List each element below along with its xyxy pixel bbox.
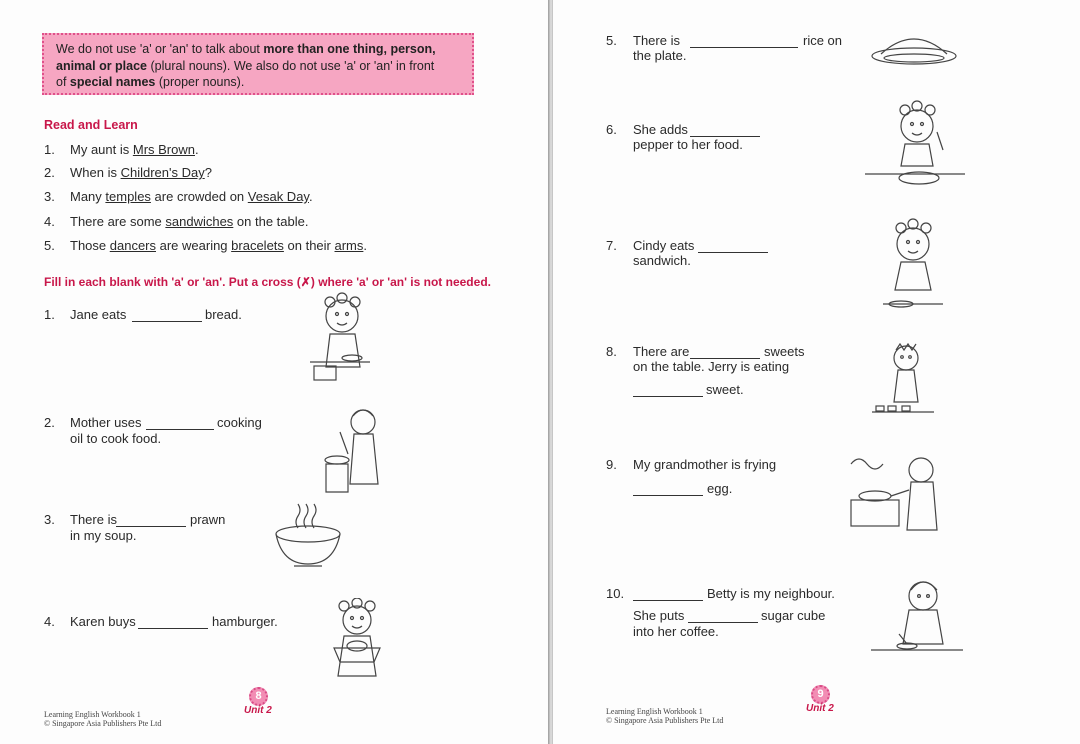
footer-copyright: © Singapore Asia Publishers Pte Ltd bbox=[606, 716, 724, 725]
item-text: My aunt is bbox=[70, 142, 133, 157]
question-text: She puts bbox=[633, 608, 685, 623]
mother-cooking-illustration bbox=[318, 404, 388, 496]
question-text: cooking bbox=[217, 415, 262, 430]
item-number: 5. bbox=[44, 238, 55, 253]
answer-blank[interactable] bbox=[633, 588, 703, 601]
item-text: Those bbox=[70, 238, 110, 253]
instruction-heading: Fill in each blank with 'a' or 'an'. Put a cross (✗) where 'a' or 'an' is not needed. bbox=[44, 275, 491, 289]
girl-eating-sandwich-illustration bbox=[873, 218, 953, 318]
question-number: 10. bbox=[606, 586, 625, 601]
read-and-learn-item bbox=[44, 237, 367, 254]
item-text: . bbox=[194, 142, 199, 157]
item-text: are wearing bbox=[156, 238, 232, 253]
question-1 bbox=[44, 306, 242, 323]
read-and-learn-item bbox=[44, 213, 308, 230]
question-text: sweets bbox=[764, 344, 805, 359]
question-4 bbox=[44, 613, 278, 630]
question-text: oil to cook food. bbox=[70, 431, 162, 446]
question-number: 1. bbox=[44, 307, 55, 322]
girl-with-hamburger-illustration bbox=[322, 598, 392, 684]
question-6 bbox=[606, 121, 743, 152]
answer-blank[interactable] bbox=[690, 35, 798, 48]
item-text: on the table. bbox=[233, 214, 309, 229]
item-text: . bbox=[363, 238, 368, 253]
answer-blank[interactable] bbox=[698, 240, 768, 253]
read-and-learn-heading: Read and Learn bbox=[44, 118, 138, 132]
underlined-noun: arms bbox=[334, 238, 364, 253]
underlined-noun: sandwiches bbox=[165, 214, 234, 229]
item-number: 1. bbox=[44, 142, 55, 157]
question-text: prawn bbox=[190, 512, 226, 527]
item-text: . bbox=[308, 189, 313, 204]
right-page bbox=[553, 0, 1080, 744]
question-text: My grandmother is frying bbox=[633, 457, 777, 472]
girl-eating-bread-illustration bbox=[300, 292, 380, 387]
note-text: (proper nouns). bbox=[155, 75, 245, 89]
question-5 bbox=[606, 32, 843, 63]
note-bold: special names bbox=[69, 75, 156, 89]
question-8 bbox=[606, 343, 805, 397]
question-text: Betty is my neighbour. bbox=[707, 586, 835, 601]
item-number: 4. bbox=[44, 214, 55, 229]
footer-copyright: © Singapore Asia Publishers Pte Ltd bbox=[44, 719, 162, 728]
answer-blank[interactable] bbox=[138, 616, 208, 629]
question-3 bbox=[44, 511, 226, 543]
question-7 bbox=[606, 237, 695, 268]
question-text: pepper to her food. bbox=[633, 137, 743, 152]
underlined-noun: bracelets bbox=[231, 238, 284, 253]
question-text: bread. bbox=[205, 307, 242, 322]
question-number: 5. bbox=[606, 33, 617, 48]
item-number: 3. bbox=[44, 189, 55, 204]
underlined-noun: temples bbox=[105, 189, 151, 204]
question-text: hamburger. bbox=[212, 614, 278, 629]
note-text: (plural nouns). We also do not use 'a' or 'an' in front bbox=[147, 58, 435, 73]
question-text: There is bbox=[70, 512, 117, 527]
question-number: 9. bbox=[606, 457, 617, 472]
question-text: There is bbox=[633, 33, 680, 48]
question-text: Karen buys bbox=[70, 614, 136, 629]
answer-blank[interactable] bbox=[633, 483, 703, 496]
item-text: When is bbox=[70, 165, 121, 180]
question-number: 4. bbox=[44, 614, 55, 629]
note-bold: animal or place bbox=[56, 58, 148, 73]
question-text: Jane eats bbox=[70, 307, 127, 322]
unit-label: Unit 2 bbox=[244, 705, 272, 716]
item-text: Many bbox=[70, 189, 106, 204]
grandmother-frying-egg-illustration bbox=[841, 450, 951, 540]
item-number: 2. bbox=[44, 165, 55, 180]
question-2 bbox=[44, 414, 262, 446]
read-and-learn-item bbox=[44, 164, 212, 181]
question-number: 8. bbox=[606, 344, 617, 359]
answer-blank[interactable] bbox=[132, 309, 202, 322]
question-number: 6. bbox=[606, 122, 617, 137]
underlined-noun: dancers bbox=[109, 238, 156, 253]
girl-adding-pepper-illustration bbox=[865, 100, 965, 192]
page-number-badge: 8 bbox=[249, 687, 268, 706]
question-number: 2. bbox=[44, 415, 55, 430]
question-text: egg. bbox=[707, 481, 733, 496]
footer-book-title: Learning English Workbook 1 bbox=[44, 710, 141, 719]
question-text: There are bbox=[633, 344, 690, 359]
page-number-badge: 9 bbox=[811, 685, 830, 704]
answer-blank[interactable] bbox=[116, 514, 186, 527]
question-number: 7. bbox=[606, 238, 617, 253]
question-text: Mother uses bbox=[70, 415, 142, 430]
question-10 bbox=[606, 585, 835, 639]
question-text: rice on bbox=[803, 33, 843, 48]
unit-label: Unit 2 bbox=[806, 703, 834, 714]
underlined-noun: Children's Day bbox=[120, 165, 205, 180]
note-text: We do not use 'a' or 'an' to talk about bbox=[56, 42, 264, 56]
question-text: sugar cube bbox=[761, 608, 826, 623]
footer-book-title: Learning English Workbook 1 bbox=[606, 707, 703, 716]
underlined-noun: Mrs Brown bbox=[132, 142, 195, 157]
answer-blank[interactable] bbox=[633, 384, 703, 397]
item-text: are crowded on bbox=[150, 189, 248, 204]
question-text: sandwich. bbox=[633, 253, 691, 268]
rice-plate-illustration bbox=[869, 26, 959, 72]
answer-blank[interactable] bbox=[146, 417, 214, 430]
question-text: on the table. Jerry is eating bbox=[633, 359, 790, 374]
question-number: 3. bbox=[44, 512, 55, 527]
woman-with-coffee-illustration bbox=[871, 574, 963, 666]
question-text: She adds bbox=[633, 122, 688, 137]
grammar-note-box bbox=[42, 33, 474, 95]
note-bold: more than one thing, person, bbox=[263, 42, 436, 56]
underlined-noun: Vesak Day bbox=[247, 189, 309, 204]
soup-bowl-illustration bbox=[272, 500, 344, 572]
read-and-learn-item bbox=[44, 141, 199, 158]
question-9 bbox=[606, 456, 777, 496]
answer-blank[interactable] bbox=[688, 610, 758, 623]
note-text: of bbox=[56, 75, 70, 89]
question-text: into her coffee. bbox=[633, 624, 719, 639]
question-text: the plate. bbox=[633, 48, 687, 63]
boy-with-sweets-illustration bbox=[868, 340, 938, 424]
question-text: Cindy eats bbox=[633, 238, 695, 253]
question-text: in my soup. bbox=[70, 528, 137, 543]
item-text: ? bbox=[204, 165, 212, 180]
question-text: sweet. bbox=[706, 382, 744, 397]
item-text: on their bbox=[283, 238, 335, 253]
item-text: There are some bbox=[70, 214, 166, 229]
read-and-learn-item bbox=[44, 188, 313, 205]
